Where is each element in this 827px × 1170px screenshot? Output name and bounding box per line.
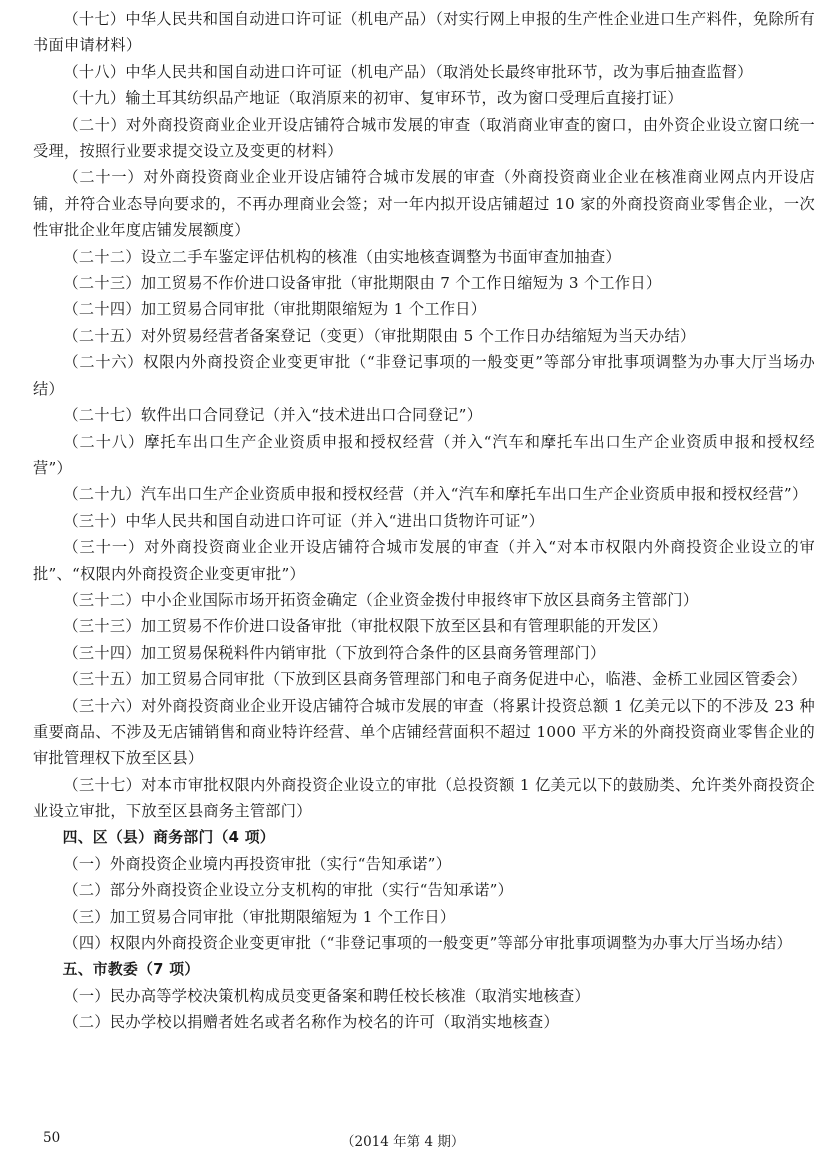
list-item: （二十八）摩托车出口生产企业资质申报和授权经营（并入“汽车和摩托车出口生产企业资质申报和授权经营”）: [33, 432, 815, 477]
list-item: （二十四）加工贸易合同审批（审批期限缩短为 1 个工作日）: [63, 300, 487, 319]
section-heading: 四、区（县）商务部门（4 项）: [62, 828, 275, 846]
list-item: （三十一）对外商投资商业企业开设店铺符合城市发展的审查（并入“对本市权限内外商投资企业设立的审批”、“权限内外商投资企业变更审批”）: [33, 538, 815, 583]
page-footer: [0, 1130, 827, 1154]
list-item: （二十）对外商投资商业企业开设店铺符合城市发展的审查（取消商业审查的窗口，由外资企业设立窗口统一受理，按照行业要求提交设立及变更的材料）: [33, 115, 815, 161]
list-item: （二十一）对外商投资商业企业开设店铺符合城市发展的审查（外商投资商业企业在核准商业网点内开设店铺，并符合业态导向要求的，不再办理商业会签；对一年内拟开设店铺超过 10 家的外商投资商业零售企业，一次性审批企业年度店铺发展额度）: [33, 168, 815, 240]
list-item: （三十二）中小企业国际市场开拓资金确定（企业资金拨付申报终审下放区县商务主管部门）: [63, 590, 699, 609]
list-item: （二十七）软件出口合同登记（并入“技术进出口合同登记”）: [63, 406, 483, 425]
list-item: （二十六）权限内外商投资企业变更审批（“非登记事项的一般变更”等部分审批事项调整为办事大厅当场办结）: [33, 353, 815, 398]
list-item: （三十六）对外商投资商业企业开设店铺符合城市发展的审查（将累计投资总额 1 亿美元以下的不涉及 23 种重要商品、不涉及无店铺销售和商业特许经营、单个店铺经营面积不超过 1000 平方米的外商投资商业零售企业的审批管理权下放至区县）: [33, 696, 815, 768]
list-item: （四）权限内外商投资企业变更审批（“非登记事项的一般变更”等部分审批事项调整为办事大厅当场办结）: [63, 934, 792, 953]
list-item: （十七）中华人民共和国自动进口许可证（机电产品）（对实行网上申报的生产性企业进口生产料件，免除所有书面申请材料）: [33, 10, 815, 55]
list-item: （三）加工贸易合同审批（审批期限缩短为 1 个工作日）: [63, 907, 456, 926]
issue-label: （2014 年第 4 期）: [341, 1134, 465, 1150]
list-item: （十八）中华人民共和国自动进口许可证（机电产品）（取消处长最终审批环节，改为事后抽查监督）: [63, 62, 753, 81]
page-number: 50: [43, 1130, 61, 1146]
list-item: （三十四）加工贸易保税料件内销审批（下放到符合条件的区县商务管理部门）: [63, 643, 606, 662]
list-item: （一）民办高等学校决策机构成员变更备案和聘任校长核准（取消实地核查）: [63, 987, 590, 1006]
list-item: （二）民办学校以捐赠者姓名或者名称作为校名的许可（取消实地核查）: [63, 1013, 559, 1032]
list-item: （一）外商投资企业境内再投资审批（实行“告知承诺”）: [63, 855, 452, 873]
list-item: （三十三）加工贸易不作价进口设备审批（审批权限下放至区县和有管理职能的开发区）: [63, 617, 668, 636]
list-item: （二十五）对外贸易经营者备案登记（变更）（审批期限由 5 个工作日办结缩短为当天办结）: [63, 326, 696, 345]
list-item: （三十五）加工贸易合同审批（下放到区县商务管理部门和电子商务促进中心，临港、金桥工业园区管委会）: [63, 670, 807, 689]
list-item: （二）部分外商投资企业设立分支机构的审批（实行“告知承诺”）: [63, 881, 514, 900]
list-item: （二十二）设立二手车鉴定评估机构的核准（由实地核查调整为书面审查加抽查）: [63, 247, 621, 266]
list-item: （二十三）加工贸易不作价进口设备审批（审批期限由 7 个工作日缩短为 3 个工作日）: [63, 274, 662, 293]
document-body: [33, 6, 815, 1036]
list-item: （十九）输土耳其纺织品产地证（取消原来的初审、复审环节，改为窗口受理后直接打证）: [63, 89, 683, 108]
list-item: （三十七）对本市审批权限内外商投资企业设立的审批（总投资额 1 亿美元以下的鼓励类、允许类外商投资企业设立审批，下放至区县商务主管部门）: [33, 775, 815, 821]
list-item: （三十）中华人民共和国自动进口许可证（并入“进出口货物许可证”）: [63, 511, 545, 530]
section-heading: 五、市教委（7 项）: [62, 960, 200, 978]
list-item: （二十九）汽车出口生产企业资质申报和授权经营（并入“汽车和摩托车出口生产企业资质申报和授权经营”）: [63, 485, 808, 504]
